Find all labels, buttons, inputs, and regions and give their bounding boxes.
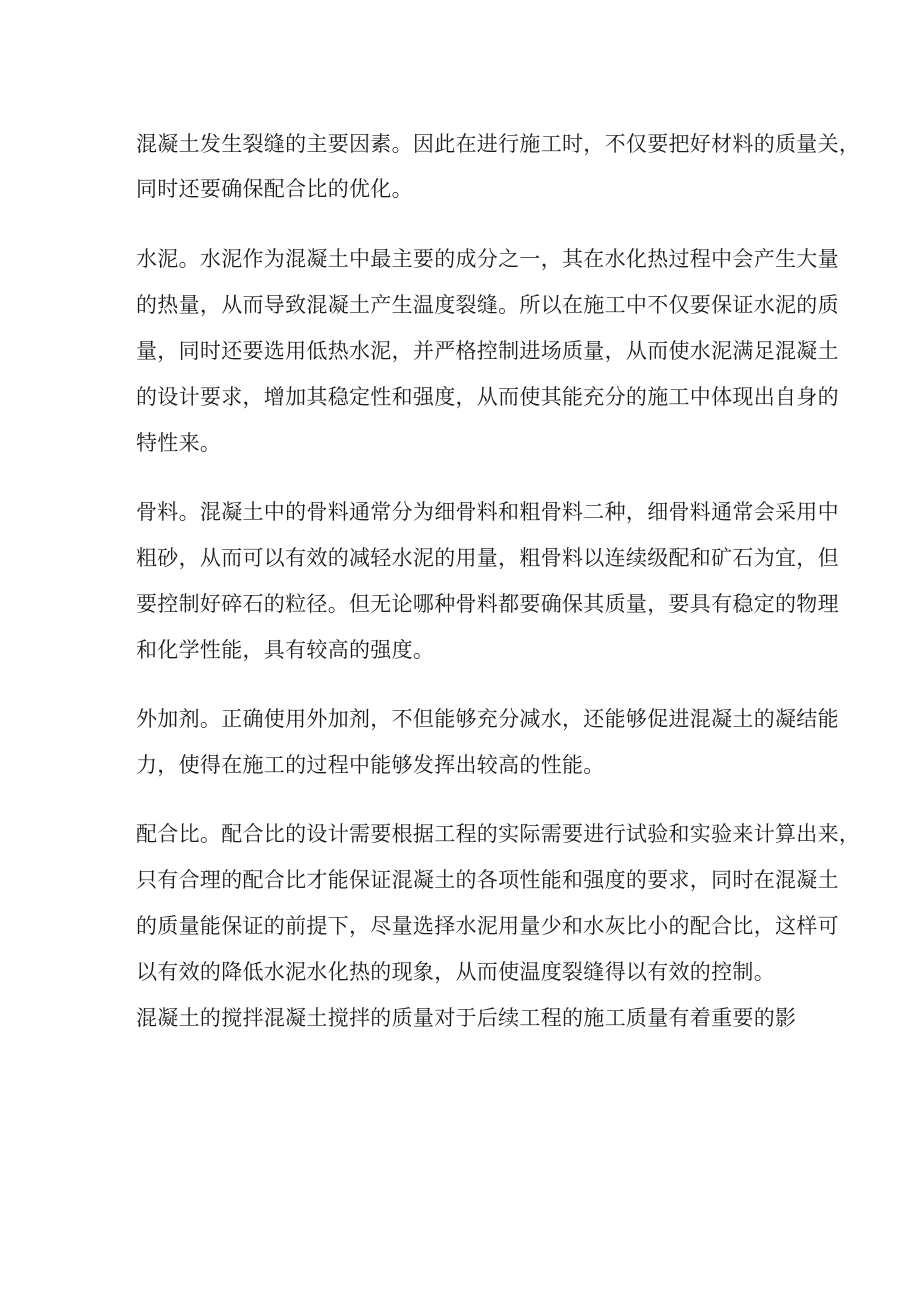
paragraph-5-line-1: 配合比。配合比的设计需要根据工程的实际需要进行试验和实验来计算出来， xyxy=(136,822,861,846)
paragraph-4-line-2: 力，使得在施工的过程中能够发挥出较高的性能。 xyxy=(136,753,605,777)
paragraph-1-line-2: 同时还要确保配合比的优化。 xyxy=(136,177,413,201)
paragraph-5-line-2: 只有合理的配合比才能保证混凝土的各项性能和强度的要求，同时在混凝土 xyxy=(136,868,839,892)
paragraph-3-line-1: 骨料。混凝土中的骨料通常分为细骨料和粗骨料二种，细骨料通常会采用中 xyxy=(136,500,839,524)
paragraph-3-line-2: 粗砂，从而可以有效的减轻水泥的用量，粗骨料以连续级配和矿石为宜，但 xyxy=(136,546,839,570)
paragraph-4-line-1: 外加剂。正确使用外加剂，不但能够充分减水，还能够促进混凝土的凝结能 xyxy=(136,707,839,731)
paragraph-2-line-4: 的设计要求，增加其稳定性和强度，从而使其能充分的施工中体现出自身的 xyxy=(136,385,839,409)
paragraph-2-line-5: 特性来。 xyxy=(136,431,222,455)
paragraph-2-line-3: 量，同时还要选用低热水泥，并严格控制进场质量，从而使水泥满足混凝土 xyxy=(136,339,839,363)
paragraph-3-line-3: 要控制好碎石的粒径。但无论哪种骨料都要确保其质量，要具有稳定的物理 xyxy=(136,592,839,616)
paragraph-6-line-1: 混凝土的搅拌混凝土搅拌的质量对于后续工程的施工质量有着重要的影 xyxy=(136,1006,797,1030)
paragraph-5-line-3: 的质量能保证的前提下，尽量选择水泥用量少和水灰比小的配合比，这样可 xyxy=(136,914,839,938)
paragraph-2-line-1: 水泥。水泥作为混凝土中最主要的成分之一，其在水化热过程中会产生大量 xyxy=(136,247,839,271)
paragraph-1-line-1: 混凝土发生裂缝的主要因素。因此在进行施工时，不仅要把好材料的质量关， xyxy=(136,132,861,156)
paragraph-3-line-4: 和化学性能，具有较高的强度。 xyxy=(136,638,435,662)
paragraph-2-line-2: 的热量，从而导致混凝土产生温度裂缝。所以在施工中不仅要保证水泥的质 xyxy=(136,293,839,317)
paragraph-5-line-4: 以有效的降低水泥水化热的现象，从而使温度裂缝得以有效的控制。 xyxy=(136,960,775,984)
